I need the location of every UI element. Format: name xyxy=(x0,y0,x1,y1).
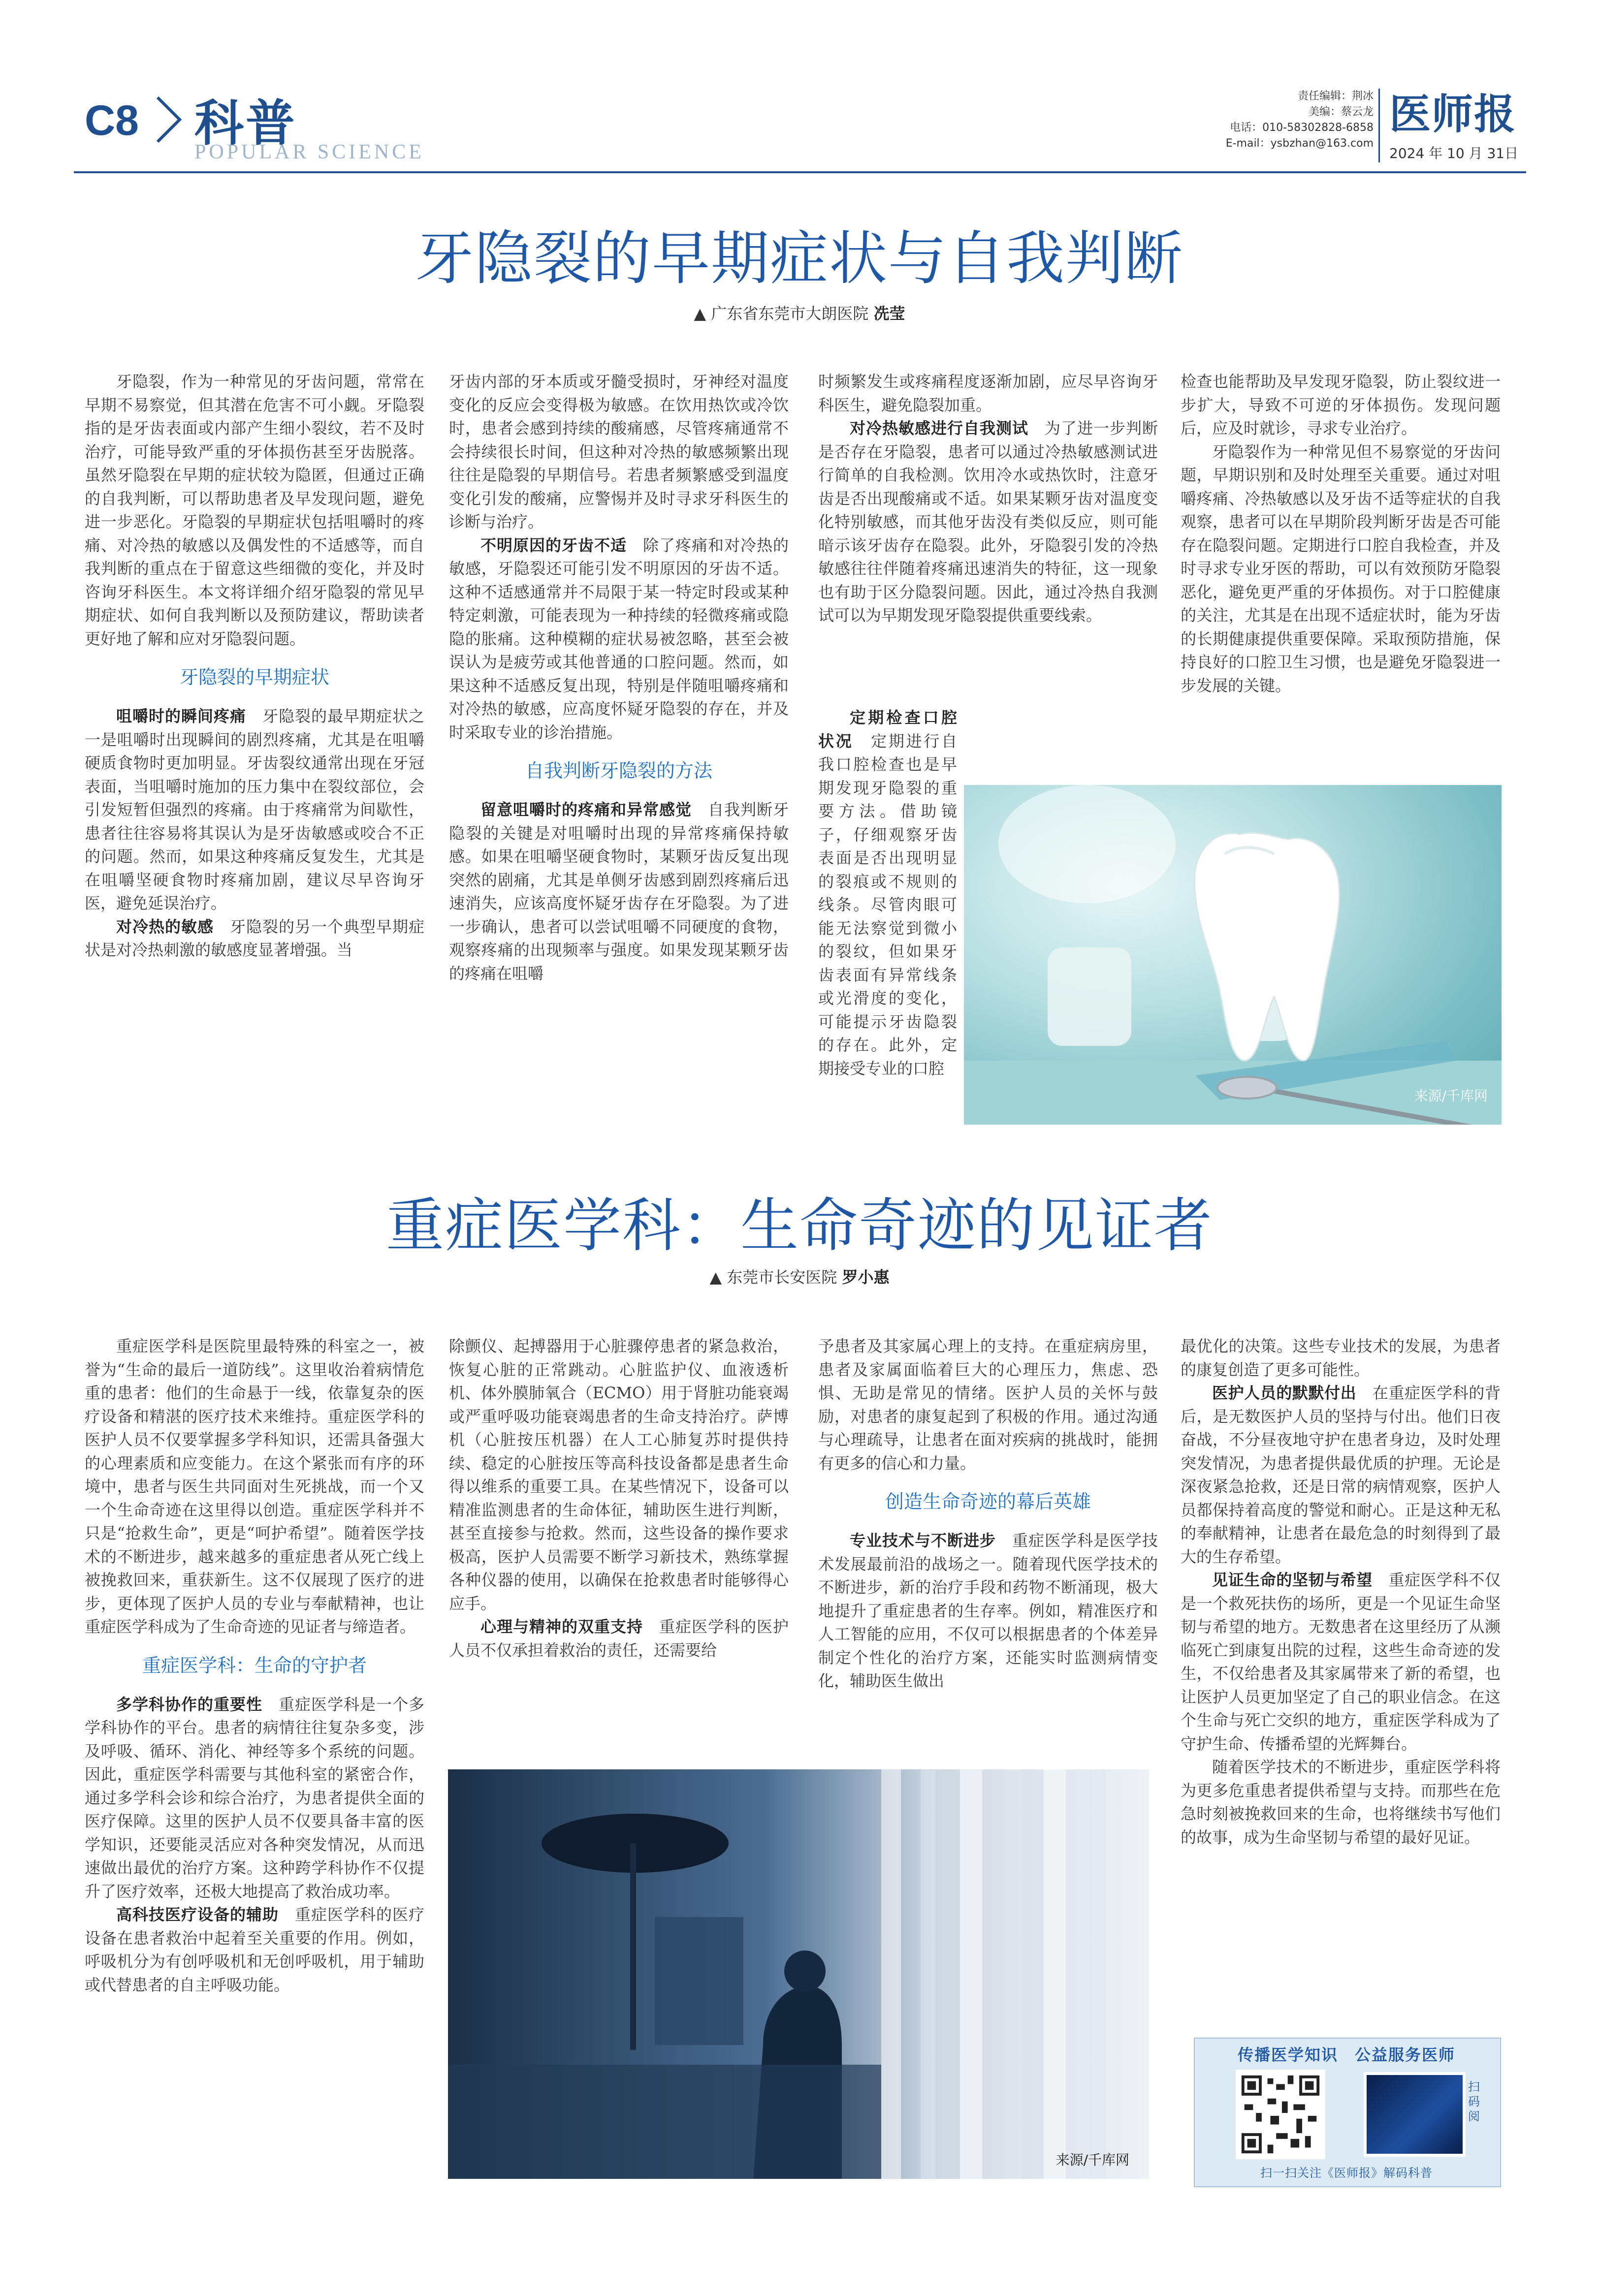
lead: 高科技医疗设备的辅助 xyxy=(116,1905,279,1924)
article2-para-multi xyxy=(85,1693,424,1904)
article1-subhead-self: 自我判断牙隐裂的方法 xyxy=(525,760,712,782)
editorial-info xyxy=(1191,89,1374,152)
lead: 心理与精神的双重支持 xyxy=(480,1617,643,1636)
article2-column-1 xyxy=(85,1335,424,1997)
article2-para-future: 随着医学技术的不断进步，重症医学科将为更多危重患者提供希望与支持。而那些在危急时刻被挽救回来的生命，也将继续书写他们的故事，成为生命坚韧与希望的最好见证。 xyxy=(1181,1758,1501,1847)
section-title: 科普 xyxy=(194,94,297,152)
article2-para-psy xyxy=(449,1615,789,1662)
article2-column-3 xyxy=(818,1335,1158,1693)
phone: 电话：010-58302828-6858 xyxy=(1230,122,1374,134)
text: 除了疼痛和对冷热的敏感，牙隐裂还可能引发不明原因的牙齿不适。这种不适感通常并不局限于某一特定时段或某种特定刺激，可能表现为一种持续的轻微疼痛或隐隐的胀痛。这种模糊的症状易被忽略，甚至会被误认为是疲劳或其他普通的口腔问题。然而，如果这种不适感反复出现，特别是伴随咀嚼疼痛和对冷热的敏感，应高度怀疑牙隐裂的存在，并及时采取专业的诊治措施。 xyxy=(449,535,789,742)
text: 牙隐裂的最早期症状之一是咀嚼时出现瞬间的剧烈疼痛，尤其是在咀嚼硬质食物时更加明显。牙齿裂纹通常出现在牙冠表面，当咀嚼时施加的压力集中在裂纹部位，会引发短暂但强烈的疼痛。由于疼痛常为间歇性，患者往往容易将其误认为是牙齿敏感或咬合不正的问题。然而，如果这种疼痛反复发生，尤其是在咀嚼坚硬食物时疼痛加剧，建议尽早咨询牙医，避免延误治疗。 xyxy=(85,707,424,912)
article1-title: 牙隐裂的早期症状与自我判断 xyxy=(415,224,1183,292)
article2-col2-continuation: 除颤仪、起搏器用于心脏骤停患者的紧急救治，恢复心脏的正常跳动。心脏监护仪、血液透析机、体外膜肺氧合（ECMO）用于肾脏功能衰竭或严重呼吸功能衰竭患者的生命支持治疗。萨博机（心脏按压机器）在人工心肺复苏时提供持续、稳定的心脏按压等高科技设备都是患者生命得以维系的重要工具。在某些情况下，设备可以精准监测患者的生命体征，辅助医生进行判断，甚至直接参与抢救。然而，这些设备的操作要求极高，医护人员需要不断学习新技术，熟练掌握各种仪器的使用，以确保在抢救患者时能够得心应手。 xyxy=(449,1337,789,1613)
text: 定期进行自我口腔检查也是早期发现牙隐裂的重要方法。借助镜子，仔细观察牙齿表面是否出现明显的裂痕或不规则的线条。尽管肉眼可能无法察觉到微小的裂纹，但如果牙齿表面有异常线条或光滑度的变化，可能提示牙齿隐裂的存在。此外，定期接受专业的口腔 xyxy=(818,731,957,1078)
image-credit: 来源/千库网 xyxy=(1055,2152,1129,2168)
article2-para-tech xyxy=(85,1903,424,1997)
email: E-mail：ysbzhan@163.com xyxy=(1225,137,1374,150)
article2-para-witness xyxy=(1181,1569,1501,1756)
image-credit: 来源/千库网 xyxy=(1414,1088,1488,1104)
text: 为了进一步判断是否存在牙隐裂，患者可以通过冷热敏感测试进行简单的自我检测。饮用冷水或热饮时，注意牙齿是否出现酸痛或不适。如果某颗牙齿对温度变化特别敏感，而其他牙齿没有类似反应，则可能暗示该牙齿存在隐裂。此外，牙隐裂引发的冷热敏感往往伴随着疼痛迅速消失的特征，这一现象也有助于区分隐裂问题。因此，通过冷热自我测试可以为早期发现牙隐裂提供重要线索。 xyxy=(818,419,1158,625)
promo-title: 传播医学知识 公益服务医师 xyxy=(1237,2045,1455,2064)
lead: 多学科协作的重要性 xyxy=(116,1695,262,1714)
article1-column-2 xyxy=(449,370,789,985)
article1-para-test xyxy=(818,417,1158,628)
article1-column-3-narrow xyxy=(818,706,957,1080)
article1-para-unclear xyxy=(449,534,789,745)
text: 重症医学科的医护人员不仅承担着救治的责任，还需要给 xyxy=(449,1617,789,1660)
article1-para-cold xyxy=(85,915,424,962)
article1-para-chew xyxy=(85,705,424,915)
page-number: C8 xyxy=(85,97,139,144)
icu-illustration xyxy=(448,1769,1149,2179)
article2-byline-org: ▲ 东莞市长安医院 xyxy=(709,1268,842,1287)
chevron-right-icon xyxy=(150,93,190,147)
article2-para-pro xyxy=(818,1529,1158,1693)
text: 重症医学科是医学技术发展最前沿的战场之一。随着现代医学技术的不断进步，新的治疗手段和药物不断涌现，极大地提升了重症患者的生存率。例如，精准医疗和人工智能的应用，不仅可以根据患者的个体差异制定个性化的治疗方案，还能实时监测病情变化，辅助医生做出 xyxy=(818,1531,1158,1690)
article2-col3-continuation: 予患者及其家属心理上的支持。在重症病房里，患者及家属面临着巨大的心理压力，焦虑、恐惧、无助是常见的情绪。医护人员的关怀与鼓励，对患者的康复起到了积极的作用。通过沟通与心理疏导，让患者在面对疾病的挑战时，能拥有更多的信心和力量。 xyxy=(818,1337,1158,1473)
tooth-photo xyxy=(964,785,1502,1125)
article2-column-4 xyxy=(1181,1335,1501,1849)
article2-subhead-guard: 重症医学科：生命的守护者 xyxy=(142,1654,367,1676)
lead: 见证生命的坚韧与希望 xyxy=(1212,1571,1373,1589)
article1-subhead-early: 牙隐裂的早期症状 xyxy=(179,666,329,688)
article1-col3-continuation: 时频繁发生或疼痛程度逐渐加剧，应尽早咨询牙科医生，避免隐裂加重。 xyxy=(818,372,1158,414)
text: 重症医学科不仅是一个救死扶伤的场所，更是一个见证生命坚韧与希望的地方。无数患者在这里经历了从濒临死亡到康复出院的过程，这些生命奇迹的发生，不仅给患者及其家属带来了新的希望，也让医护人员更加坚定了自己的职业信念。在这个生命与死亡交织的地方，重症医学科成为了守护生命、传播希望的光辉舞台。 xyxy=(1181,1571,1501,1753)
editor: 责任编辑：荆冰 xyxy=(1297,90,1374,102)
header-divider xyxy=(1378,89,1380,162)
article1-byline-org: ▲ 广东省东莞市大朗医院 xyxy=(694,304,874,323)
article2-column-2 xyxy=(449,1335,789,1662)
text: 重症医学科的医疗设备在患者救治中起着至关重要的作用。例如，呼吸机分为有创呼吸机和无创呼吸机，用于辅助或代替患者的自主呼吸功能。 xyxy=(85,1905,424,1994)
article1-para-notice xyxy=(449,798,789,985)
article1-column-3 xyxy=(818,370,1158,628)
text: 自我判断牙隐裂的关键是对咀嚼时出现的异常疼痛保持敏感。如果在咀嚼坚硬食物时，某颗牙齿反复出现突然的剧痛，尤其是单侧牙齿感到剧烈疼痛后迅速消失，应该高度怀疑牙齿存在牙隐裂。为了进一步确认，患者可以尝试咀嚼不同硬度的食物，观察疼痛的出现频率与强度。如果发现某颗牙齿的疼痛在咀嚼 xyxy=(449,800,789,983)
lead: 咀嚼时的瞬间疼痛 xyxy=(116,707,246,725)
newspaper-logo: 医师报 xyxy=(1389,90,1517,138)
article1-column-1 xyxy=(85,370,424,962)
promo-footer: 扫一扫关注《医师报》解码科普 xyxy=(1260,2166,1433,2180)
article2-author: 罗小惠 xyxy=(842,1268,890,1287)
designer: 美编：蔡云龙 xyxy=(1308,106,1374,118)
icu-photo xyxy=(448,1769,1149,2179)
text: 在重症医学科的背后，是无数医护人员的坚持与付出。他们日夜奋战，不分昼夜地守护在患者身边，及时处理突发情况，为患者提供最优质的护理。无论是深夜紧急抢救，还是日常的病情观察，医护人员都保持着高度的警觉和耐心。正是这种无私的奉献精神，让患者在最危急的时刻得到了最大的生存希望。 xyxy=(1181,1384,1501,1566)
article2-byline xyxy=(0,1265,1599,1288)
lead: 不明原因的牙齿不适 xyxy=(480,535,627,555)
lead: 定期检查口腔状况 xyxy=(818,708,957,751)
lead: 对冷热的敏感 xyxy=(116,917,214,936)
promo-banner-image xyxy=(1364,2072,1466,2157)
article1-byline xyxy=(0,301,1599,324)
lead: 医护人员的默默付出 xyxy=(1212,1384,1357,1402)
lead: 留意咀嚼时的疼痛和异常感觉 xyxy=(480,800,692,819)
qr-code-icon[interactable] xyxy=(1236,2070,1325,2159)
article2-para-silent xyxy=(1181,1382,1501,1569)
article1-para-check xyxy=(818,706,957,1080)
header-rule xyxy=(74,171,1526,173)
article1-col4-continuation: 检查也能帮助及早发现牙隐裂，防止裂纹进一步扩大，导致不可逆的牙体损伤。发现问题后，应及时就诊，寻求专业治疗。 xyxy=(1181,372,1501,438)
section-subtitle: POPULAR SCIENCE xyxy=(194,141,424,163)
article1-col2-continuation: 牙齿内部的牙本质或牙髓受损时，牙神经对温度变化的反应会变得极为敏感。在饮用热饮或冷饮时，患者会感到持续的酸痛感，尽管疼痛通常不会持续很长时间，但这种对冷热的敏感频繁出现往往是隐裂的早期信号。若患者频繁感受到温度变化引发的酸痛，应警惕并及时寻求牙科医生的诊断与治疗。 xyxy=(449,372,789,531)
text: 牙隐裂的另一个典型早期症状是对冷热刺激的敏感度显著增强。当 xyxy=(85,917,424,959)
text: 重症医学科是一个多学科协作的平台。患者的病情往往复杂多变，涉及呼吸、循环、消化、神经等多个系统的问题。因此，重症医学科需要与其他科室的紧密合作，通过多学科会诊和综合治疗，为患者提供全面的医疗保障。这里的医护人员不仅要具备丰富的医学知识，还要能灵活应对各种突发情况，从而迅速做出最优的治疗方案。这种跨学科协作不仅提升了医疗效率，还极大地提高了救治成功率。 xyxy=(85,1695,424,1901)
lead: 专业技术与不断进步 xyxy=(850,1531,996,1550)
article2-intro: 重症医学科是医院里最特殊的科室之一，被誉为“生命的最后一道防线”。这里收治着病情危重的患者：他们的生命悬于一线，依靠复杂的医疗设备和精湛的医疗技术来维持。重症医学科的医护人员不仅要掌握多学科知识，还需具备强大的心理素质和应变能力。在这个紧张而有序的环境中，患者与医生共同面对生死挑战，而一个又一个生命奇迹在这里得以创造。重症医学科并不只是“抢救生命”，更是“呵护希望”。随着医学技术的不断进步，越来越多的重症患者从死亡线上被挽救回来，重获新生。这不仅展现了医疗的进步，更体现了医护人员的专业与奉献精神，也让重症医学科成为了生命奇迹的见证者与缔造者。 xyxy=(85,1337,424,1636)
issue-date: 2024 年 10 月 31日 xyxy=(1389,145,1519,161)
article1-author: 冼莹 xyxy=(873,304,905,323)
article2-subhead-hero: 创造生命奇迹的幕后英雄 xyxy=(885,1491,1091,1512)
tooth-illustration xyxy=(964,785,1502,1125)
promo-side-text: 扫码阅 xyxy=(1468,2080,1480,2123)
article2-col4-continuation: 最优化的决策。这些专业技术的发展，为患者的康复创造了更多可能性。 xyxy=(1181,1337,1501,1379)
lead: 对冷热敏感进行自我测试 xyxy=(850,419,1028,438)
article1-intro: 牙隐裂，作为一种常见的牙齿问题，常常在早期不易察觉，但其潜在危害不可小觑。牙隐裂指的是牙齿表面或内部产生细小裂纹，若不及时治疗，可能导致严重的牙体损伤甚至牙齿脱落。虽然牙隐裂在早期的症状较为隐匿，但通过正确的自我判断，可以帮助患者及早发现问题，避免进一步恶化。牙隐裂的早期症状包括咀嚼时的疼痛、对冷热的敏感以及偶发性的不适感等，而自我判断的重点在于留意这些细微的变化，并及时咨询牙科医生。本文将详细介绍牙隐裂的常见早期症状、如何自我判断以及预防建议，帮助读者更好地了解和应对牙隐裂问题。 xyxy=(85,372,424,648)
article1-column-4 xyxy=(1181,370,1501,697)
article2-title: 重症医学科：生命奇迹的见证者 xyxy=(385,1192,1213,1259)
article1-conclusion: 牙隐裂作为一种常见但不易察觉的牙齿问题，早期识别和及时处理至关重要。通过对咀嚼疼痛、冷热敏感以及牙齿不适等症状的自我观察，患者可以在早期阶段判断牙齿是否可能存在隐裂问题。定期进行口腔自我检查，并及时寻求专业牙医的帮助，可以有效预防牙隐裂恶化，避免更严重的牙体损伤。对于口腔健康的关注，尤其是在出现不适症状时，能为牙齿的长期健康提供重要保障。采取预防措施，保持良好的口腔卫生习惯，也是避免牙隐裂进一步发展的关键。 xyxy=(1181,442,1501,695)
